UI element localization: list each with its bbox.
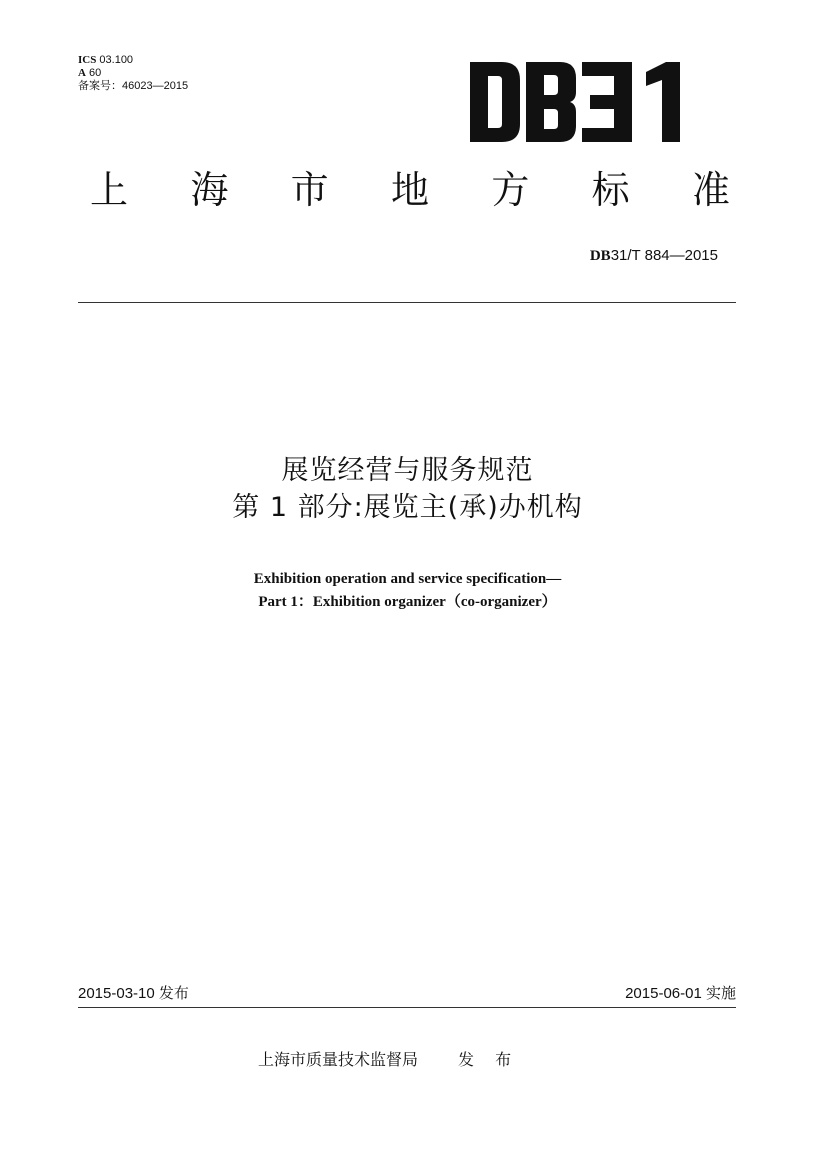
authority-char: 海: [190, 168, 229, 212]
document-metadata: [78, 54, 188, 93]
ics-line: [78, 54, 188, 67]
db31-logo: [468, 60, 690, 144]
standard-code-number: 31/T 884—2015: [610, 247, 718, 264]
ics-value: 03.100: [99, 54, 134, 66]
authority-char: 标: [591, 168, 630, 212]
ccs-line: [78, 67, 188, 80]
publish-date: 2015-03-10 发布: [78, 985, 189, 1002]
ics-label: ICS: [78, 54, 97, 66]
chinese-title-line-1: 展览经营与服务规范: [281, 455, 534, 486]
authority-char: 上: [90, 168, 129, 212]
standard-code: [590, 247, 718, 265]
top-divider: [78, 302, 736, 303]
issuer-action: 发 布: [458, 1050, 520, 1069]
chinese-title-line-2: 第 1 部分:展览主(承)办机构: [232, 492, 583, 523]
authority-char: 地: [390, 168, 429, 212]
standard-code-prefix: DB: [589, 248, 611, 264]
authority-char: 准: [691, 168, 730, 212]
ccs-label: A: [78, 67, 86, 79]
english-title-line-1: Exhibition operation and service specification—: [253, 571, 562, 587]
db31-logo-graphic: [468, 60, 690, 144]
authority-char: 方: [491, 168, 530, 212]
dates-row: [78, 985, 736, 1003]
bottom-divider: [78, 1007, 736, 1008]
logo-digit-3: [582, 62, 632, 142]
english-title: [0, 568, 815, 614]
issuer-name: 上海市质量技术监督局: [258, 1050, 419, 1069]
authority-title: [90, 166, 730, 214]
logo-letter-d: [470, 62, 520, 142]
chinese-title: [0, 452, 815, 526]
issuer-line: [258, 1049, 519, 1071]
english-title-line-2: Part 1：Exhibition organizer（co-organizer）: [258, 594, 557, 610]
ccs-value: 60: [89, 67, 102, 79]
record-number: 备案号：46023—2015: [78, 80, 189, 92]
implement-date: 2015-06-01 实施: [625, 985, 736, 1002]
logo-letter-b: [526, 62, 576, 142]
authority-char: 市: [290, 168, 329, 212]
logo-digit-1: [646, 62, 680, 142]
